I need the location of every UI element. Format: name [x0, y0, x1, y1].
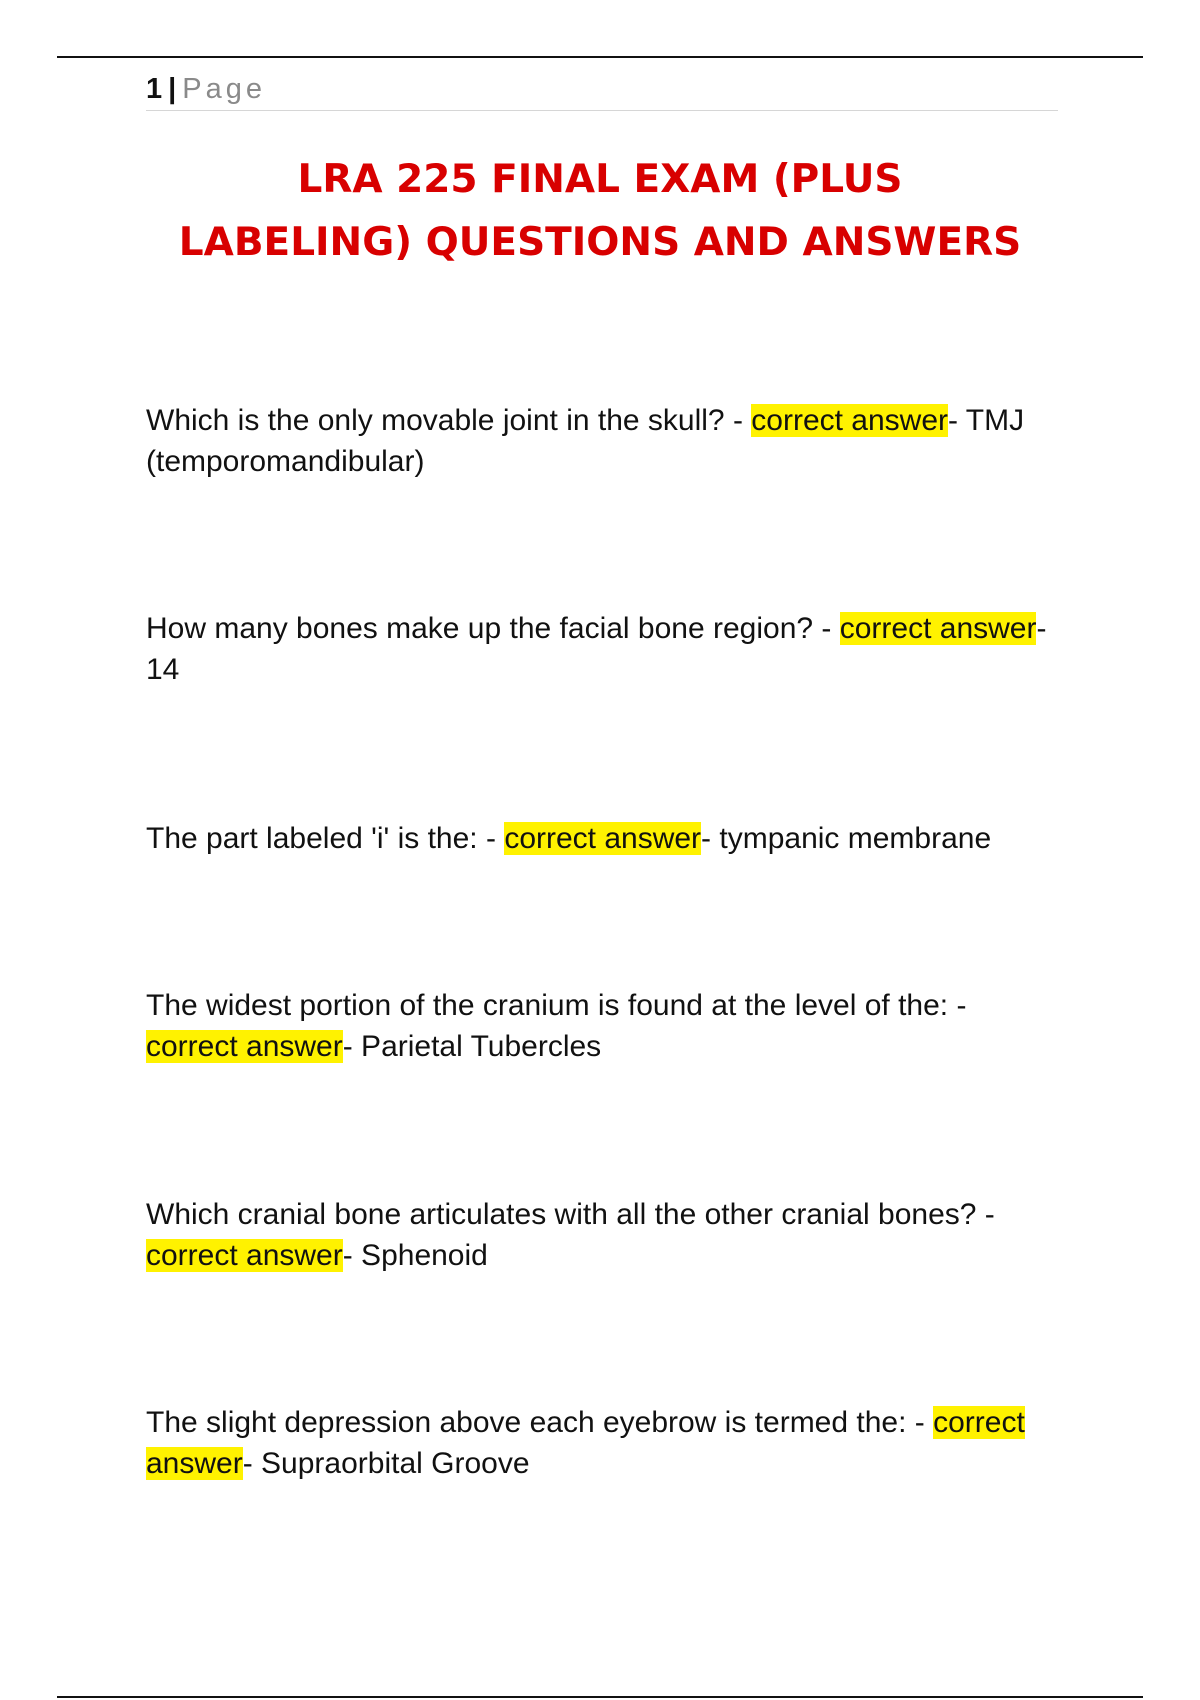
page-number: 1: [146, 73, 163, 105]
qa-question: Which is the only movable joint in the skull? -: [146, 404, 752, 437]
qa-answer: - 14: [146, 612, 1047, 686]
qa-item-2: [146, 608, 1066, 690]
qa-answer: - tympanic membrane: [701, 822, 992, 855]
qa-question: The slight depression above each eyebrow is termed the: -: [146, 1406, 934, 1439]
document-title: [100, 148, 1100, 274]
qa-item-6: [146, 1402, 1066, 1484]
qa-answer: - Sphenoid: [342, 1239, 488, 1272]
top-rule: [57, 56, 1143, 58]
title-line-2: LABELING) QUESTIONS AND ANSWERS: [178, 220, 1022, 265]
qa-answer: - TMJ (temporomandibular): [146, 404, 1025, 478]
title-line-1: LRA 225 FINAL EXAM (PLUS: [297, 157, 903, 202]
qa-question: How many bones make up the facial bone region? -: [146, 612, 840, 645]
correct-answer-marker: correct answer: [751, 404, 949, 437]
correct-answer-marker: correct answer: [504, 822, 702, 855]
page-label: Page: [182, 73, 266, 105]
qa-question: The part labeled 'i' is the: -: [146, 822, 505, 855]
qa-item-4: [146, 985, 1066, 1067]
qa-question: The widest portion of the cranium is found at the level of the: -: [146, 989, 967, 1022]
page-header: [146, 72, 1058, 111]
qa-item-3: [146, 818, 1066, 859]
qa-question: Which cranial bone articulates with all the other cranial bones? -: [146, 1198, 995, 1231]
qa-answer: - Parietal Tubercles: [342, 1030, 602, 1063]
qa-item-1: [146, 400, 1066, 482]
correct-answer-marker: correct answer: [146, 1406, 1025, 1480]
qa-answer: - Supraorbital Groove: [242, 1447, 530, 1480]
correct-answer-marker: correct answer: [839, 612, 1037, 645]
correct-answer-marker: correct answer: [146, 1030, 343, 1063]
bottom-rule: [57, 1696, 1143, 1698]
qa-item-5: [146, 1194, 1066, 1276]
page-separator: |: [168, 73, 177, 105]
correct-answer-marker: correct answer: [146, 1239, 343, 1272]
